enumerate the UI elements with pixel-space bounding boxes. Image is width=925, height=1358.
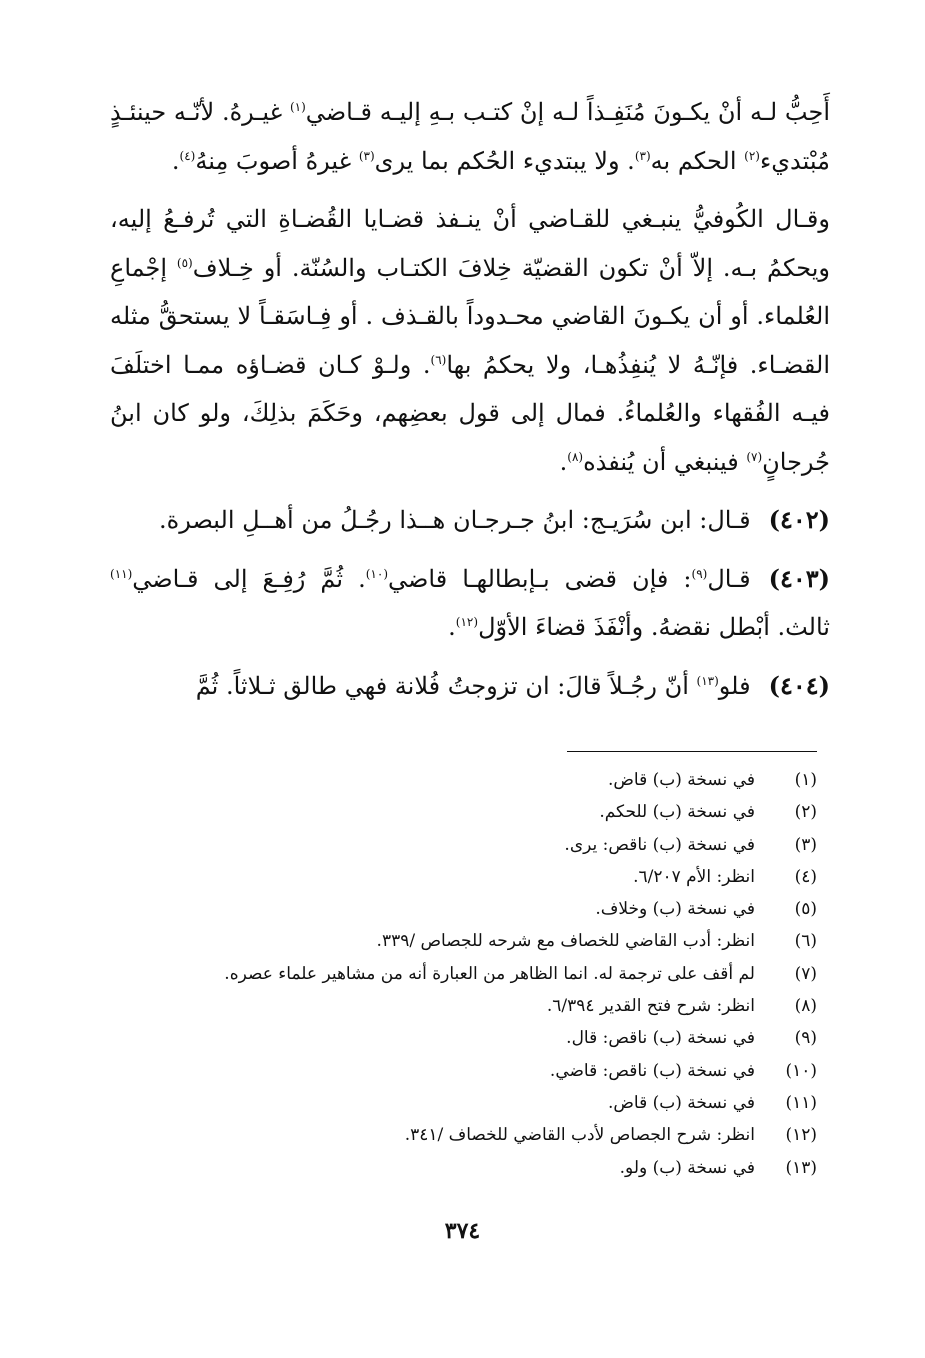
footnote-item bbox=[257, 1119, 817, 1151]
paragraph-1 bbox=[110, 88, 830, 185]
footnote-text: انظر: شرح الجصاص لأدب القاضي للخصاف /٣٤١. bbox=[404, 1125, 755, 1146]
footnote-ref[interactable]: (١) bbox=[289, 100, 306, 114]
text-run: . bbox=[448, 613, 456, 641]
footnote-item bbox=[257, 925, 817, 957]
text-run: فينبغي أن يُنفذه bbox=[583, 447, 747, 476]
footnote-item bbox=[257, 990, 817, 1022]
footnote-item bbox=[257, 1087, 817, 1119]
section-number: (٤٠٢) bbox=[768, 505, 830, 534]
footnote-text: انظر: الأم ٦/٢٠٧. bbox=[633, 866, 755, 887]
footnote-ref[interactable]: (١٣) bbox=[696, 673, 719, 688]
footnote-number: (١٠) bbox=[785, 1060, 817, 1081]
footnote-text: انظر: أدب القاضي للخصاف مع شرحه للجصاص /٣٣٩. bbox=[376, 931, 755, 952]
text-run: فلو bbox=[718, 671, 751, 700]
paragraph-2 bbox=[110, 195, 830, 486]
text-run: : فإن قضى بـإبطالهـا قاضي bbox=[388, 564, 692, 593]
paragraph-402 bbox=[110, 496, 830, 545]
footnote-ref[interactable]: (١٢) bbox=[455, 615, 479, 629]
footnote-number: (٥) bbox=[794, 899, 817, 920]
section-number: (٤٠٤) bbox=[768, 670, 830, 700]
footnote-number: (٢) bbox=[794, 802, 817, 823]
footnote-ref[interactable]: (٩) bbox=[691, 566, 708, 581]
footnote-text: انظر: شرح فتح القدير ٦/٣٩٤. bbox=[546, 996, 755, 1017]
footnote-item bbox=[257, 893, 817, 925]
text-run: غيـرهُ. لأنّـه حينئـذٍ مُبْتديء bbox=[110, 98, 830, 175]
page-number: ٣٧٤ bbox=[444, 1218, 481, 1244]
footnote-item bbox=[257, 1055, 817, 1087]
footnote-separator bbox=[567, 751, 817, 752]
footnote-text: في نسخة (ب) قاض. bbox=[607, 770, 755, 790]
text-run: . ثُمَّ رُفِـعَ إلى قـاضي bbox=[132, 564, 366, 593]
text-run: إجْماعِ العُلماء. أو أن يكـونَ القاضي محـدوداً بالقـذف . أو فِـاسَقـاً لا يستحقُّ مثله القضـاء. فإنّـهُ لا يُنفِذُهـا، ولا يحكمُ بها bbox=[110, 253, 830, 379]
footnote-text: في نسخة (ب) ناقص: يرى. bbox=[564, 834, 755, 855]
footnote-text: في نسخة (ب) ناقص: قاضي. bbox=[549, 1060, 755, 1081]
footnote-ref[interactable]: (٤) bbox=[179, 148, 196, 163]
footnote-number: (٩) bbox=[794, 1028, 817, 1049]
footnote-item bbox=[257, 1022, 817, 1054]
footnote-text: في نسخة (ب) قاض. bbox=[607, 1092, 755, 1113]
text-run: غيرهُ أصوبَ مِنهُ bbox=[195, 146, 359, 175]
footnote-ref[interactable]: (١١) bbox=[110, 566, 133, 581]
footnote-number: (١٣) bbox=[785, 1157, 817, 1178]
text-run: قـال bbox=[707, 564, 751, 593]
footnote-ref[interactable]: (٢) bbox=[744, 148, 760, 163]
footnote-text: في نسخة (ب) ولو. bbox=[619, 1157, 755, 1178]
footnote-number: (١١) bbox=[785, 1092, 817, 1113]
footnote-ref[interactable]: (٦) bbox=[430, 352, 447, 367]
footnote-ref[interactable]: (٣) bbox=[358, 148, 375, 163]
footnote-item bbox=[257, 764, 817, 796]
footnote-text: في نسخة (ب) وخلاف. bbox=[595, 899, 755, 920]
section-number: (٤٠٣) bbox=[768, 563, 830, 593]
footnote-item bbox=[257, 829, 817, 861]
footnote-item bbox=[224, 958, 817, 990]
text-run: قـال: ابن سُرَيـج: ابنُ جـرجـان هــذا رجُـلُ من أهــلِ البصرة. bbox=[159, 506, 751, 534]
text-run: . ولـوْ كـان قضـاؤه ممـا اختلَفَ فيـه الفُقهاء والعُلماءُ. فمال إلى قول بعضِهم، وحَكَمَ بذلِكَ، ولو كان ابنُ جُرجانٍ bbox=[110, 350, 830, 476]
footnote-number: (٧) bbox=[794, 963, 817, 984]
footnote-item bbox=[257, 861, 817, 893]
footnote-ref[interactable]: (٥) bbox=[176, 255, 193, 270]
text-run: أَحِبُّ لـه أنْ يكـونَ مُنَفِـذاً لـه إنْ كتـب بـهِ إليـه قـاضي bbox=[305, 98, 830, 126]
footnote-ref[interactable]: (١٠) bbox=[365, 566, 388, 581]
footnote-ref[interactable]: (٧) bbox=[746, 449, 763, 464]
main-text bbox=[110, 88, 830, 710]
footnote-item bbox=[257, 796, 817, 828]
text-run: أنّ رجُـلاً قالَ: ان تزوجتُ فُلانة فهي طالق ثـلاثاً. ثُمَّ bbox=[195, 671, 697, 700]
footnotes-list bbox=[224, 764, 817, 1184]
footnote-ref[interactable]: (٣) bbox=[634, 148, 651, 163]
footnote-text: في نسخة (ب) للحكم. bbox=[599, 802, 755, 823]
footnote-number: (٦) bbox=[794, 931, 817, 952]
text-run: الحكم به bbox=[650, 146, 745, 175]
text-run: . bbox=[171, 146, 180, 175]
footnote-text: لم أقف على ترجمة له. انما الظاهر من العبارة أنه من مشاهير علماء عصره. bbox=[224, 963, 755, 984]
footnote-text: في نسخة (ب) ناقص: قال. bbox=[566, 1028, 755, 1049]
footnote-ref[interactable]: (٨) bbox=[567, 449, 584, 464]
footnote-number: (١) bbox=[794, 770, 817, 790]
footnote-number: (١٢) bbox=[785, 1125, 817, 1146]
text-run: . ولا يبتديء الحُكم بما يرى bbox=[374, 146, 635, 175]
footnote-number: (٨) bbox=[794, 996, 817, 1017]
text-run: وقـال الكُوفيُّ ينبـغي للقـاضي أنْ ينـفذ قضـايا القُضـاةِ التي تُرفـعُ إليه، ويحكمُ بـه. إلاّ أنْ تكون القضيّة خِلافَ الكتـاب والسُنّة. أو خِـلاف bbox=[110, 205, 831, 282]
footnote-number: (٣) bbox=[794, 834, 817, 855]
footnote-item bbox=[257, 1152, 817, 1184]
paragraph-403 bbox=[110, 555, 830, 652]
paragraph-404 bbox=[110, 662, 830, 711]
footnote-number: (٤) bbox=[794, 866, 817, 887]
text-run: . bbox=[559, 447, 568, 476]
text-run: ثالث. أبْطل نقضهُ. وأنْفَذَ قضاءَ الأوّل bbox=[478, 613, 830, 641]
